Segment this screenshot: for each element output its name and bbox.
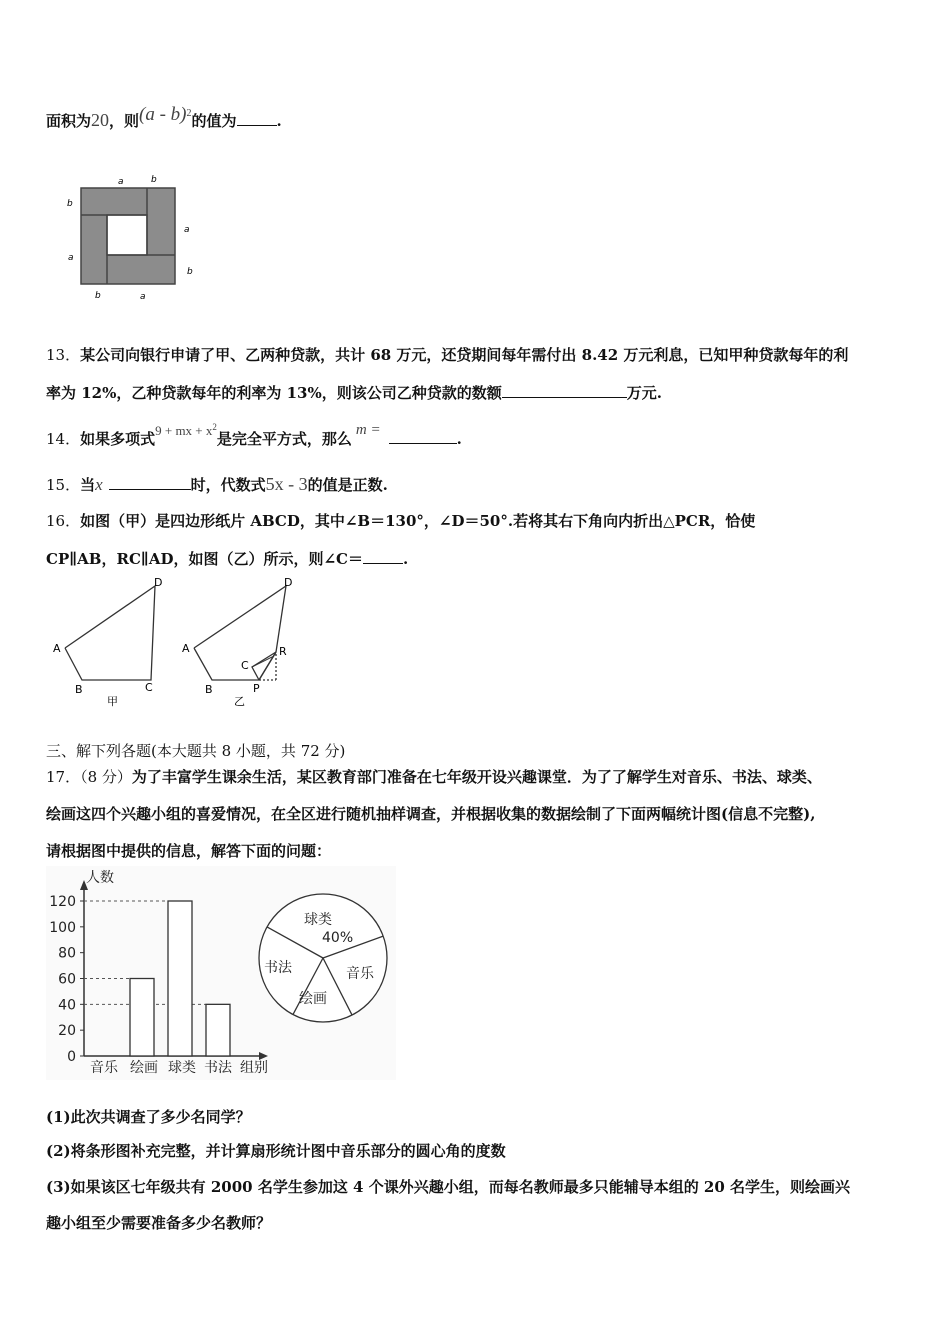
category-label: 音乐 xyxy=(90,1060,118,1076)
q17-line1 xyxy=(46,766,822,787)
pie-chart xyxy=(252,866,396,1080)
q13-text1: 某公司向银行申请了甲、乙两种贷款，共计 68 万元，还贷期间每年需付出 8.42 万元利息，已知甲种贷款每年的利 xyxy=(80,346,849,364)
label-bottom-b: b xyxy=(95,291,101,301)
y-tick-label: 0 xyxy=(67,1049,76,1065)
q15-x: x xyxy=(95,475,103,494)
y-tick-label: 20 xyxy=(58,1023,76,1040)
q17-text1: 为了丰富学生课余生活，某区教育部门准备在七年级开设兴趣课堂．为了了解学生对音乐、书法、球类、 xyxy=(131,768,822,786)
label-top-a: a xyxy=(118,177,124,187)
q17-sub3-text1: (3)如果该区七年级共有 2000 名学生参加这 4 个课外兴趣小组，而每名教师最多只能辅导本组的 20 名学生，则绘画兴 xyxy=(46,1178,851,1196)
fig-jia-D: D xyxy=(154,576,163,589)
category-label: 书法 xyxy=(204,1060,232,1076)
y-tick-label: 80 xyxy=(58,945,76,962)
q15-middle: 时，代数式 xyxy=(190,476,266,494)
pie-label-球类: 球类 xyxy=(304,912,332,928)
pie-label-书法: 书法 xyxy=(264,960,292,976)
section-3-title xyxy=(46,740,345,761)
q14-number: 14． xyxy=(46,430,81,448)
fig-yi-P: P xyxy=(253,682,260,695)
q14-line xyxy=(46,422,462,449)
q14-poly: 9 + mx + x xyxy=(155,423,213,438)
q13-number: 13． xyxy=(46,346,81,364)
q17-line2 xyxy=(46,803,815,824)
q12-answer-blank[interactable] xyxy=(237,111,277,126)
y-axis-label: 人数 xyxy=(86,870,114,886)
y-tick-label: 100 xyxy=(49,919,76,936)
q14-middle: 是完全平方式，那么 xyxy=(216,430,352,448)
fig-jia-caption: 甲 xyxy=(107,695,118,708)
fig-yi-A: A xyxy=(182,642,190,655)
bar-绘画 xyxy=(130,979,154,1057)
pie-label-音乐: 音乐 xyxy=(346,966,374,982)
q15-expr: 5x - 3 xyxy=(265,474,308,494)
q16-answer-blank[interactable] xyxy=(363,549,403,564)
x-axis-label: 组别 xyxy=(240,1060,268,1076)
fig-jia-C: C xyxy=(145,681,153,694)
fig-yi-C: C xyxy=(241,659,249,672)
q14-answer-blank[interactable] xyxy=(389,429,457,444)
fig-yi-B: B xyxy=(205,683,213,696)
q12-exp: 2 xyxy=(186,108,192,119)
q14-end: . xyxy=(456,430,462,448)
figure-yi-outline xyxy=(194,586,286,680)
q12-prefix: 面积为 xyxy=(46,112,92,130)
q12-expr: (a - b) xyxy=(139,104,187,125)
q17-text2: 绘画这四个兴趣小组的喜爱情况，在全区进行随机抽样调查，并根据收集的数据绘制了下面两幅统计图(信息不完整), xyxy=(46,805,816,823)
q17-text3: 请根据图中提供的信息，解答下面的问题： xyxy=(46,842,332,860)
q17-number: 17． xyxy=(46,768,81,786)
y-tick-label: 120 xyxy=(49,894,76,910)
q17-sub3-line2 xyxy=(46,1212,271,1233)
label-left-a: a xyxy=(68,253,74,263)
fig-jia-A: A xyxy=(53,642,61,655)
q13-line1 xyxy=(46,344,848,365)
label-top-b: b xyxy=(151,175,157,185)
q16-line2 xyxy=(46,548,408,569)
q12-end: . xyxy=(276,112,282,130)
q17-sub3-line1 xyxy=(46,1176,850,1197)
q15-prefix: 当 xyxy=(80,476,96,494)
q13-answer-blank[interactable] xyxy=(502,383,627,398)
quadrilateral-figures xyxy=(46,572,326,712)
category-label: 球类 xyxy=(168,1060,196,1076)
fig-jia-B: B xyxy=(75,683,83,696)
q17-sub2-text: (2)将条形图补充完整，并计算扇形统计图中音乐部分的圆心角的度数 xyxy=(46,1142,506,1160)
q16-end: . xyxy=(402,550,409,568)
q15-suffix: 的值是正数. xyxy=(307,476,388,494)
q17-line3 xyxy=(46,840,331,861)
q12-line xyxy=(46,104,282,132)
label-bottom-a: a xyxy=(140,292,146,302)
q17-sub1-text: (1)此次共调查了多少名同学？ xyxy=(46,1108,251,1126)
q16-number: 16． xyxy=(46,512,81,530)
q12-comma: ，则 xyxy=(109,112,140,130)
inner-square xyxy=(107,215,147,255)
q14-m: m = xyxy=(355,422,381,438)
q13-unit: 万元. xyxy=(626,384,662,402)
bar-书法 xyxy=(206,1004,230,1056)
category-label: 绘画 xyxy=(130,1060,158,1076)
q13-line2 xyxy=(46,382,662,403)
q12-suffix: 的值为 xyxy=(191,112,237,130)
label-right-a: a xyxy=(184,225,190,235)
q17-score: （8 分） xyxy=(80,768,132,786)
q14-poly-wrap xyxy=(155,423,217,438)
y-tick-label: 40 xyxy=(58,997,76,1014)
square-frame-figure xyxy=(60,168,210,308)
figure-jia-outline xyxy=(65,586,155,680)
folded-triangle xyxy=(252,652,276,680)
label-left-b: b xyxy=(67,199,73,209)
y-tick-label: 60 xyxy=(58,971,76,988)
q13-text2: 率为 12%，乙种贷款每年的利率为 13%，则该公司乙种贷款的数额 xyxy=(46,384,502,402)
pie-percent-球类: 40% xyxy=(322,930,354,946)
q17-sub3-text2: 趣小组至少需要准备多少名教师？ xyxy=(46,1214,272,1232)
fig-yi-D: D xyxy=(284,576,293,589)
q16-text2: CP∥AB，RC∥AD，如图（乙）所示，则∠C＝ xyxy=(46,550,363,568)
q16-text1: 如图（甲）是四边形纸片 ABCD，其中∠B＝130°，∠D＝50°.若将其右下角向内折出△PCR，恰使 xyxy=(80,512,756,530)
q15-answer-blank[interactable] xyxy=(109,475,191,490)
q15-number: 15． xyxy=(46,476,81,494)
label-right-b: b xyxy=(187,267,193,277)
fig-yi-caption: 乙 xyxy=(234,695,245,708)
q14-prefix: 如果多项式 xyxy=(80,430,156,448)
q14-exp: 2 xyxy=(212,422,217,432)
section-3-title-text: 三、解下列各题(本大题共 8 小题，共 72 分) xyxy=(46,742,346,760)
q12-area: 20 xyxy=(91,110,110,130)
q17-sub2 xyxy=(46,1140,506,1161)
q15-line xyxy=(46,474,388,495)
fig-yi-R: R xyxy=(279,645,287,658)
q16-line1 xyxy=(46,510,755,531)
pie-label-绘画: 绘画 xyxy=(299,991,327,1007)
bar-球类 xyxy=(168,901,192,1056)
q17-sub1 xyxy=(46,1106,251,1127)
